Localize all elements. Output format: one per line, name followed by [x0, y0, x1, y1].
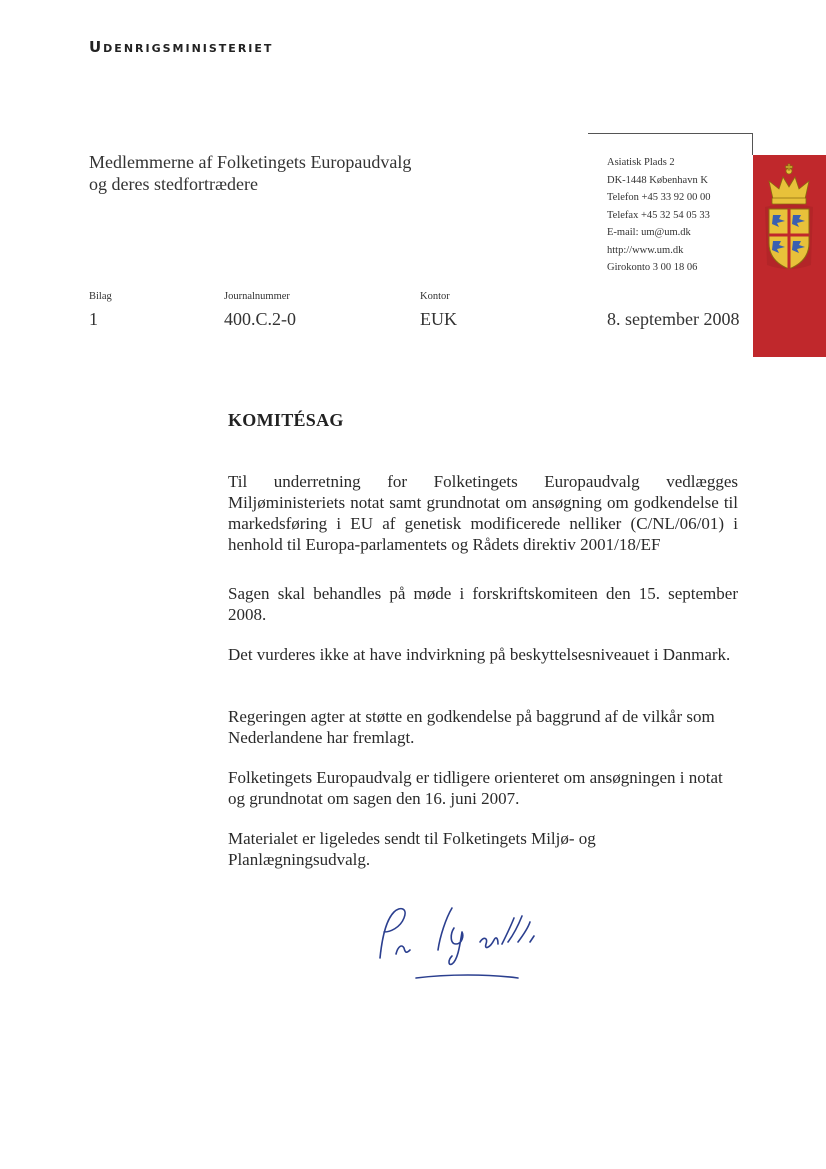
ministry-name: Udenrigsministeriet	[89, 38, 274, 56]
paragraph-3: Det vurderes ikke at have indvirkning på beskyttelsesniveauet i Danmark.	[228, 645, 731, 664]
recipient-line-1: Medlemmerne af Folketingets Europaudvalg	[89, 152, 412, 172]
contact-address: Asiatisk Plads 2	[607, 157, 675, 168]
bilag-label: Bilag	[89, 291, 112, 302]
contact-phone: Telefon +45 33 92 00 00	[607, 192, 711, 203]
letter-date: 8. september 2008	[607, 309, 740, 329]
document-heading: KOMITÉSAG	[228, 410, 344, 430]
contact-city: DK-1448 København K	[607, 174, 708, 186]
contact-email: E-mail: um@um.dk	[607, 227, 691, 238]
contact-giro: Girokonto 3 00 18 06	[607, 262, 698, 273]
recipient-block	[89, 151, 411, 195]
bilag-value: 1	[89, 309, 98, 329]
contact-divider-vertical	[752, 133, 753, 155]
royal-coat-of-arms-icon	[753, 155, 826, 357]
contact-block	[607, 154, 710, 277]
paragraph-6: Materialet er ligeledes sendt til Folketingets Miljø- og Planlægningsudvalg.	[228, 829, 596, 869]
paragraph-2: Sagen skal behandles på møde i forskriftskomiteen den 15. september 2008.	[228, 584, 738, 624]
recipient-line-2: og deres stedfortrædere	[89, 174, 258, 194]
kontor-label: Kontor	[420, 291, 450, 302]
crest-band	[753, 155, 826, 357]
contact-divider	[588, 133, 752, 134]
paragraph-5: Folketingets Europaudvalg er tidligere orienteret om ansøgningen i notat og grundnotat om sagen den 16. juni 2007.	[228, 768, 723, 808]
journal-value: 400.C.2-0	[224, 309, 296, 329]
journal-label: Journalnummer	[224, 291, 290, 302]
contact-web: http://www.um.dk	[607, 244, 684, 256]
kontor-value: EUK	[420, 309, 457, 329]
paragraph-1: Til underretning for Folketingets Europaudvalg vedlægges Miljøministeriets notat samt grundnotat om ansøgning om godkendelse til markedsføring i EU af genetisk modificerede nelliker (C/NL/06/01) i henhold til Europa-parlamentets og Rådets direktiv 2001/18/EF	[228, 472, 738, 554]
contact-fax: Telefax +45 32 54 05 33	[607, 209, 710, 221]
handwritten-signature	[368, 898, 578, 993]
paragraph-4: Regeringen agter at støtte en godkendelse på baggrund af de vilkår som Nederlandene har fremlagt.	[228, 707, 715, 747]
